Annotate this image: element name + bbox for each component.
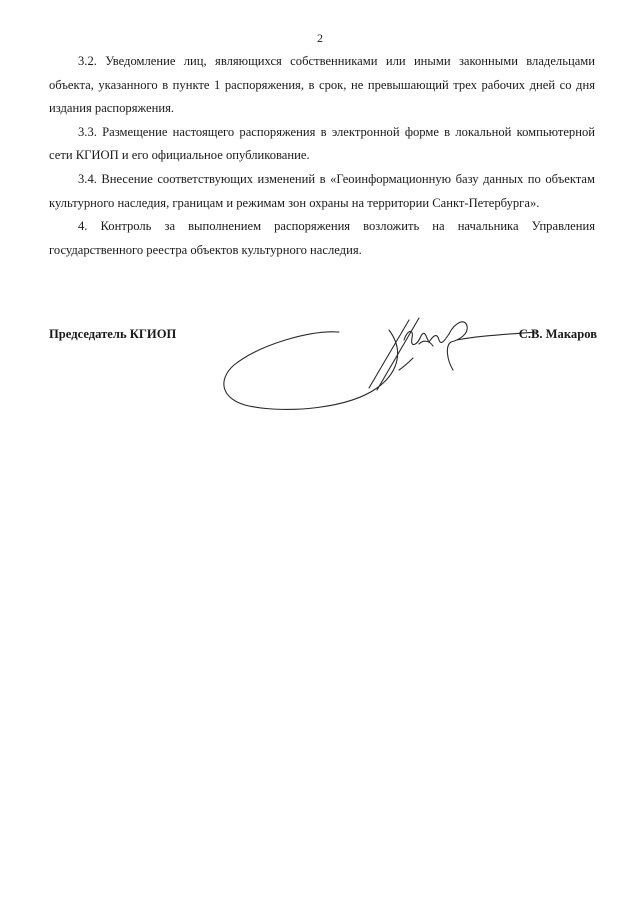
paragraph-3-4: 3.4. Внесение соответствующих изменений в «Геоинформационную базу данных по объектам культурного наследия, границам и режимам зон охраны на территории Санкт-Петербурга». (49, 172, 595, 210)
signature-block (49, 320, 597, 420)
paragraph-3-2: 3.2. Уведомление лиц, являющихся собственниками или иными законными владельцами объекта, указанного в пункте 1 распоряжения, в срок, не превышающий трех рабочих дней со дня издания распоряжения. (49, 54, 595, 115)
paragraph-3-3: 3.3. Размещение настоящего распоряжения в электронной форме в локальной компьютерной сети КГИОП и его официальное опубликование. (49, 124, 595, 162)
handwritten-signature-icon (219, 310, 549, 420)
paragraph-4: 4. Контроль за выполнением распоряжения возложить на начальника Управления государственного реестра объектов культурного наследия. (49, 219, 595, 257)
signatory-name: С.В. Макаров (518, 327, 597, 341)
document-body (49, 50, 595, 262)
signatory-title: Председатель КГИОП (49, 327, 177, 341)
page-number: 2 (317, 31, 323, 45)
